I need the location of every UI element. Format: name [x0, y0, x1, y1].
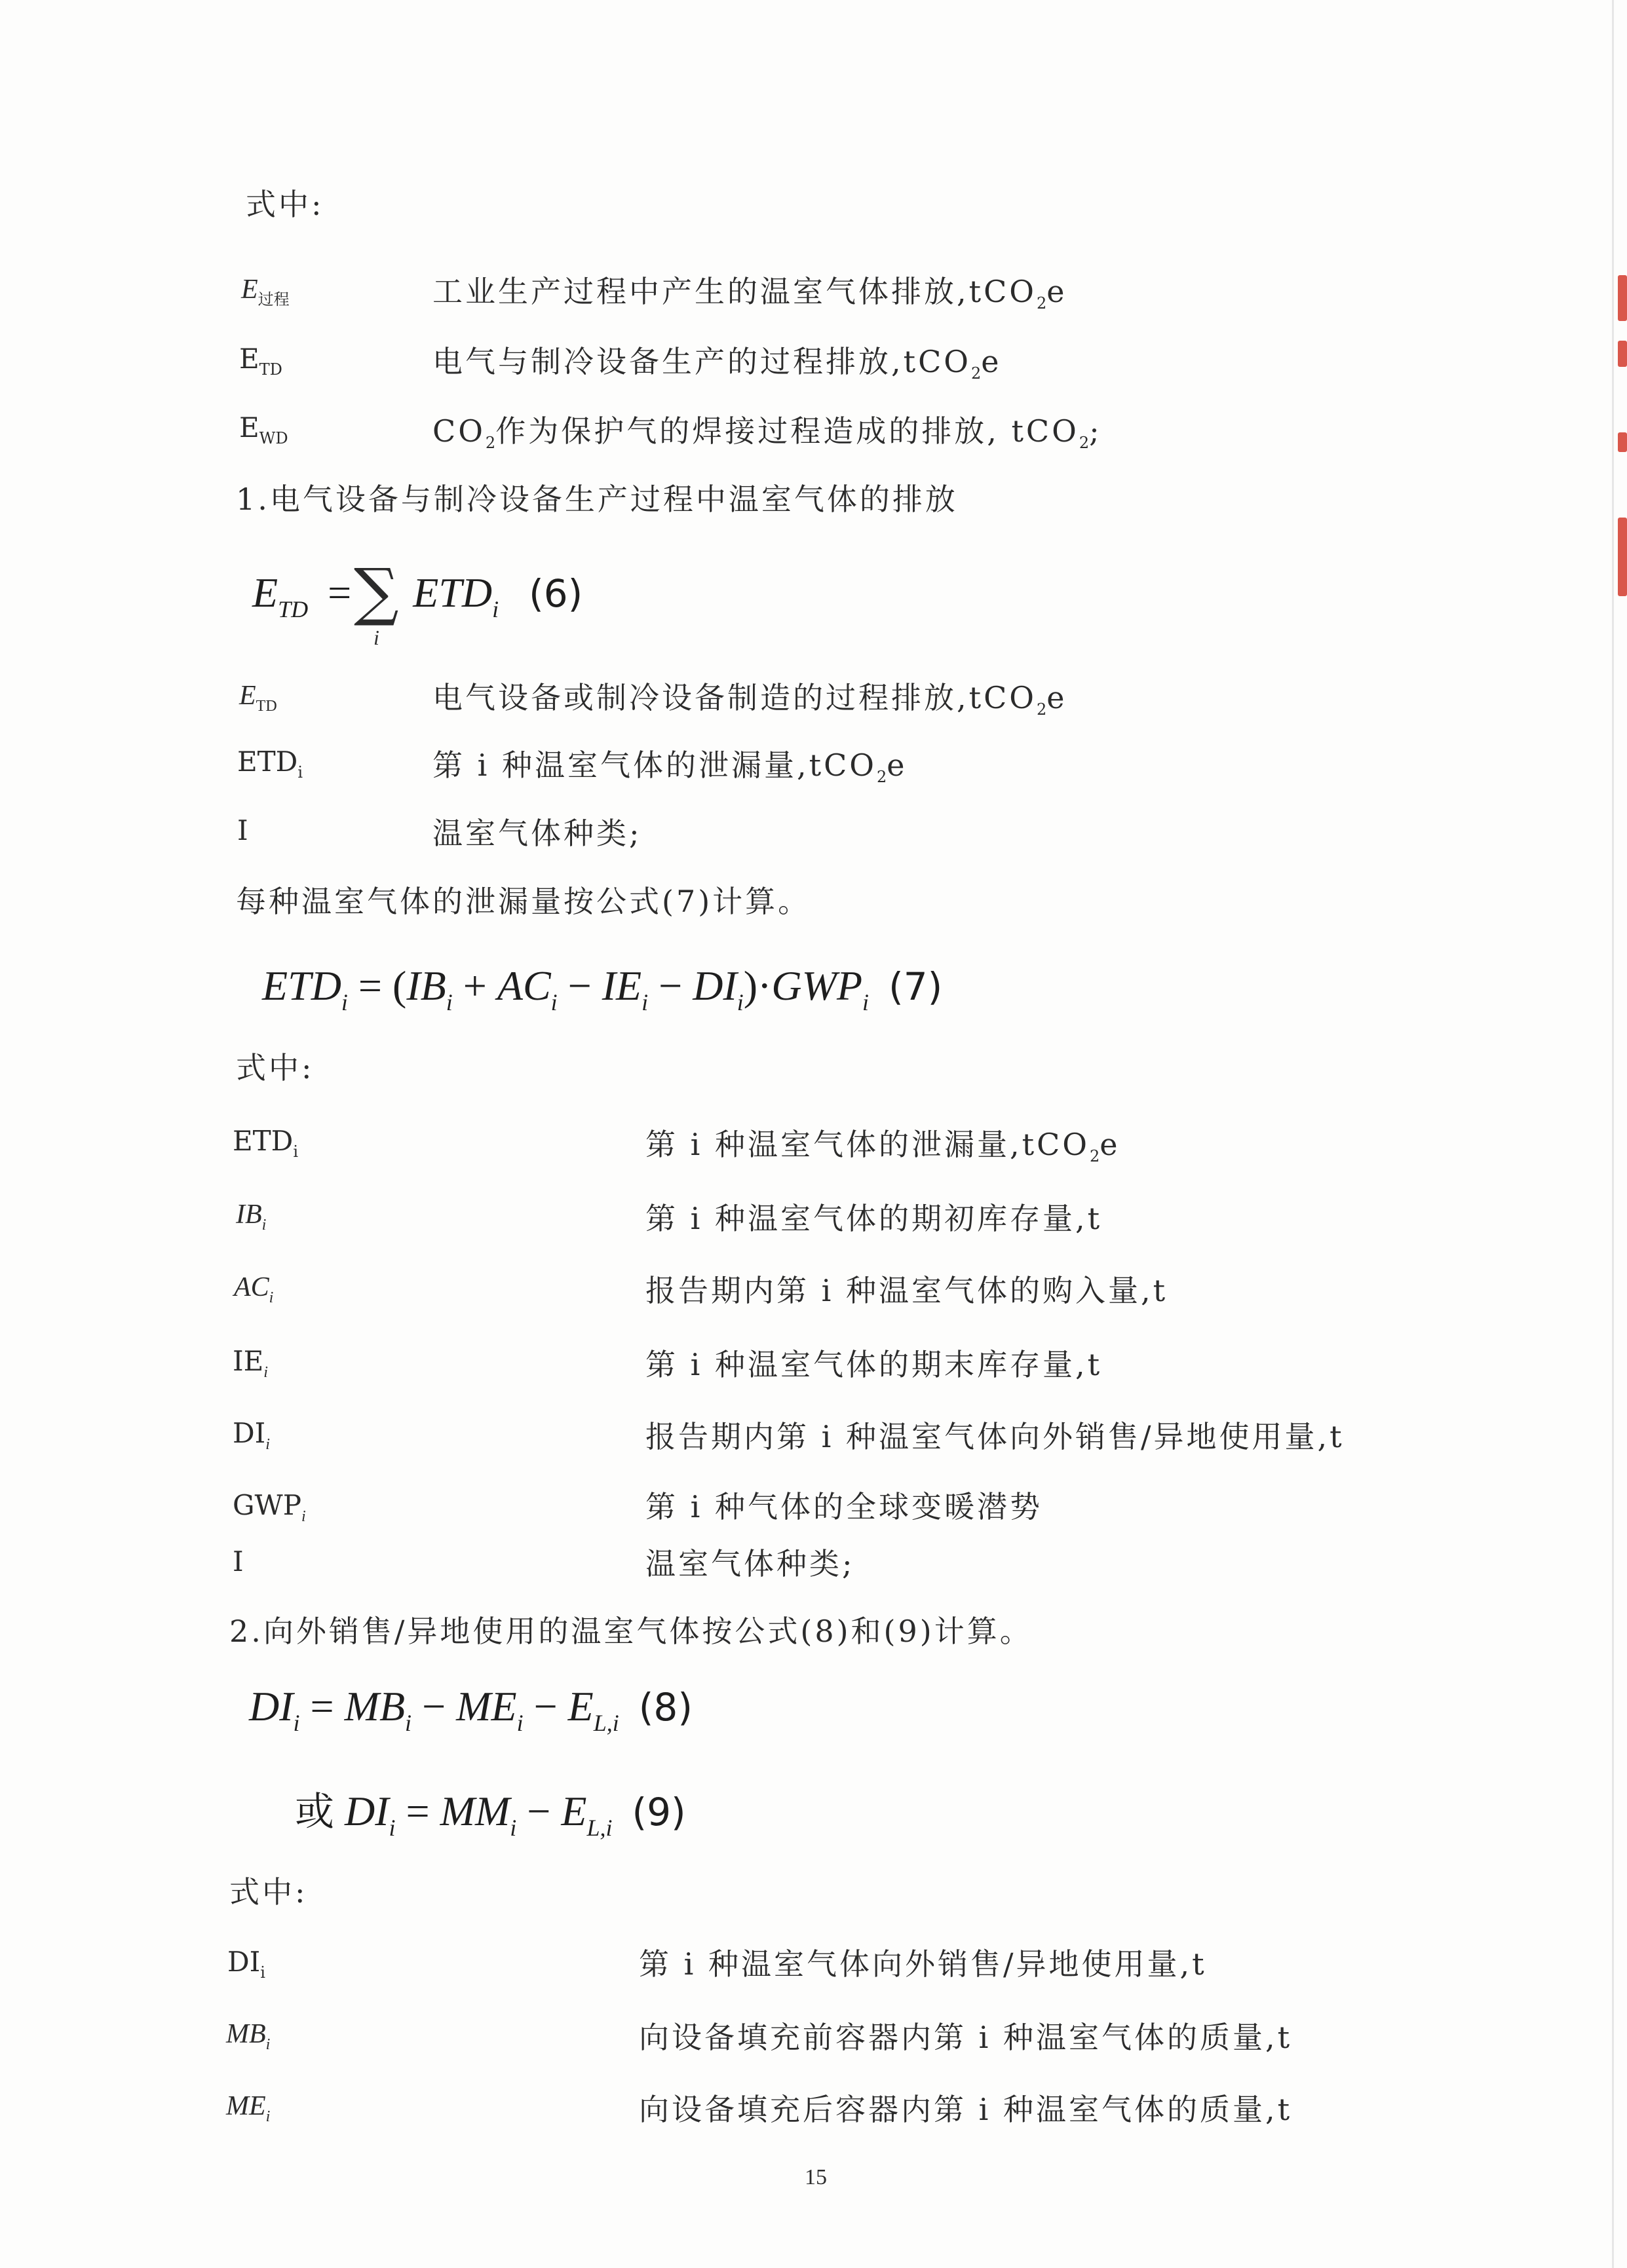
definition-text: 温室气体种类; [645, 1546, 855, 1581]
equation-8: $DI_i = MB_i - ME_i - E_{L,i}$ (8) [249, 1683, 693, 1736]
definition-text: 电气设备或制冷设备制造的过程排放,tCO$_2$e [432, 680, 1067, 719]
equation-7: $ETD_i = (IB_i + AC_i - IE_i - DI_i)\cdot GWP_i$ (7) [262, 962, 943, 1015]
symbol-etd-i: $ETD_i$ [233, 1125, 299, 1161]
sum-index: i [373, 626, 379, 649]
definition-text: 温室气体种类; [432, 816, 642, 851]
seal-fragment [1618, 275, 1627, 321]
symbol-ac-i: $AC_i$ [234, 1272, 274, 1306]
equation-6: $E_{TD} = ETD_i$ (6) [252, 569, 583, 622]
symbol-e-td: $E_{TD}$ [239, 681, 277, 715]
definition-text: 向设备填充后容器内第 i 种温室气体的质量,t [639, 2092, 1293, 2127]
equation-9: 或 $DI_i = MM_i - E_{L,i}$ (9) [295, 1788, 686, 1841]
definition-text: 第 i 种气体的全球变暖潜势 [645, 1489, 1043, 1524]
definition-text: 工业生产过程中产生的温室气体排放,tCO$_2$e [432, 274, 1067, 312]
symbol-me-i: $ME_i$ [226, 2091, 271, 2125]
definition-text: 第 i 种温室气体向外销售/异地使用量,t [639, 1946, 1207, 1982]
definition-text: 第 i 种温室气体的期初库存量,t [645, 1201, 1103, 1236]
symbol-di-i: $DI_i$ [227, 1946, 265, 1982]
paragraph: 每种温室气体的泄漏量按公式(7)计算。 [236, 884, 811, 919]
symbol-gwp-i: $GWP_i$ [233, 1489, 306, 1525]
definition-text: 第 i 种温室气体的泄漏量,tCO$_2$e [645, 1127, 1120, 1165]
section-intro: 式中: [246, 187, 324, 222]
symbol-ie-i: $IE_i$ [233, 1345, 268, 1381]
symbol-e-process: $E_{过程}$ [241, 274, 290, 309]
symbol-i: I [237, 814, 248, 846]
scan-edge [1612, 0, 1614, 2268]
seal-fragment [1618, 518, 1627, 596]
sum-symbol: ∑ [354, 555, 399, 628]
seal-fragment [1618, 432, 1627, 452]
definition-text: $CO_2$作为保护气的焊接过程造成的排放, tCO$_2$; [432, 413, 1102, 452]
symbol-mb-i: $MB_i$ [226, 2019, 271, 2053]
seal-fragment [1618, 341, 1627, 367]
definition-text: 向设备填充前容器内第 i 种温室气体的质量,t [639, 2020, 1293, 2055]
definition-text: 电气与制冷设备生产的过程排放,tCO$_2$e [432, 344, 1002, 383]
symbol-e-td: $E_{TD}$ [239, 343, 282, 379]
definition-text: 第 i 种温室气体的期末库存量,t [645, 1347, 1103, 1382]
definition-text: 报告期内第 i 种温室气体的购入量,t [645, 1273, 1168, 1308]
symbol-ib-i: $IB_i$ [236, 1200, 267, 1234]
section-intro: 式中: [229, 1874, 308, 1910]
definition-text: 报告期内第 i 种温室气体向外销售/异地使用量,t [645, 1419, 1345, 1454]
section-heading: 2.向外销售/异地使用的温室气体按公式(8)和(9)计算。 [229, 1614, 1033, 1649]
section-heading: 1.电气设备与制冷设备生产过程中温室气体的排放 [236, 482, 958, 517]
section-intro: 式中: [236, 1050, 315, 1086]
definition-text: 第 i 种温室气体的泄漏量,tCO$_2$e [432, 747, 908, 786]
symbol-e-wd: $E_{WD}$ [239, 411, 288, 447]
symbol-di-i: $DI_i$ [233, 1417, 270, 1453]
page-number: 15 [805, 2165, 827, 2189]
symbol-etd-i: $ETD_i$ [237, 746, 303, 782]
symbol-i: I [233, 1545, 244, 1578]
